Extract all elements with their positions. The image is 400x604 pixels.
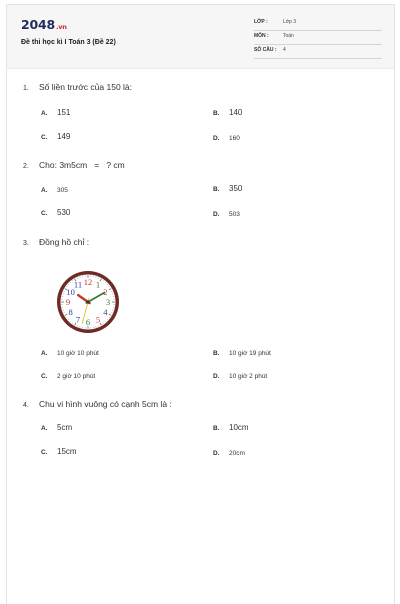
option-key: D. bbox=[213, 135, 229, 142]
q3-option-c[interactable] bbox=[41, 371, 95, 380]
question-count-field bbox=[254, 45, 382, 59]
option-value: 503 bbox=[229, 211, 240, 218]
question-number: 4. bbox=[23, 402, 39, 409]
question-count-label: SỐ CÂU : bbox=[254, 47, 277, 53]
q2-option-a[interactable] bbox=[41, 185, 68, 194]
question-number: 2. bbox=[23, 163, 39, 170]
question-1 bbox=[23, 82, 132, 92]
option-value: 10 giờ 10 phút bbox=[57, 350, 99, 357]
option-value: 10 giờ 19 phút bbox=[229, 350, 271, 357]
subject-field bbox=[254, 31, 382, 45]
clock-numeral: 5 bbox=[96, 314, 100, 324]
exam-title: Đề thi học kì I Toán 3 (Đề 22) bbox=[21, 39, 116, 46]
question-4 bbox=[23, 399, 172, 409]
q3-option-d[interactable] bbox=[213, 371, 267, 380]
clock-numeral: 3 bbox=[106, 297, 110, 307]
option-value: 10 giờ 2 phút bbox=[229, 373, 267, 380]
option-value: 151 bbox=[57, 108, 70, 117]
q2-option-c[interactable] bbox=[41, 208, 70, 217]
logo-text: 2048 bbox=[21, 17, 55, 32]
q1-option-d[interactable] bbox=[213, 133, 240, 142]
q2-option-d[interactable] bbox=[213, 209, 240, 218]
class-label: LỚP : bbox=[254, 19, 268, 25]
option-key: A. bbox=[41, 187, 57, 194]
clock-center-pin bbox=[86, 300, 89, 303]
clock-numeral: 8 bbox=[69, 307, 73, 317]
q1-option-a[interactable] bbox=[41, 108, 70, 117]
option-key: B. bbox=[213, 110, 229, 117]
option-value: 160 bbox=[229, 135, 240, 142]
q4-option-a[interactable] bbox=[41, 423, 72, 432]
clock-numeral: 1 bbox=[96, 280, 100, 290]
q3-option-b[interactable] bbox=[213, 348, 271, 357]
class-field bbox=[254, 17, 382, 31]
option-key: D. bbox=[213, 450, 229, 457]
subject-value: Toán bbox=[283, 33, 294, 39]
option-value: 15cm bbox=[57, 447, 77, 456]
question-text: Chu vi hình vuông có cạnh 5cm là : bbox=[39, 399, 172, 409]
question-count-value: 4 bbox=[283, 47, 286, 53]
option-key: C. bbox=[41, 449, 57, 456]
option-value: 305 bbox=[57, 187, 68, 194]
option-value: 20cm bbox=[229, 450, 245, 457]
option-key: C. bbox=[41, 210, 57, 217]
option-key: B. bbox=[213, 350, 229, 357]
clock-numeral: 12 bbox=[84, 277, 93, 287]
exam-page bbox=[6, 4, 395, 604]
clock-numeral: 10 bbox=[66, 287, 75, 297]
class-value: Lớp 3 bbox=[283, 19, 296, 25]
option-key: A. bbox=[41, 350, 57, 357]
option-value: 2 giờ 10 phút bbox=[57, 373, 95, 380]
q3-option-a[interactable] bbox=[41, 348, 99, 357]
option-key: B. bbox=[213, 186, 229, 193]
q4-option-d[interactable] bbox=[213, 448, 245, 457]
option-key: B. bbox=[213, 425, 229, 432]
option-key: D. bbox=[213, 211, 229, 218]
question-number: 1. bbox=[23, 85, 39, 92]
option-value: 530 bbox=[57, 208, 70, 217]
clock-image bbox=[51, 268, 125, 336]
question-text: Cho: 3m5cm = ? cm bbox=[39, 160, 125, 170]
option-key: D. bbox=[213, 373, 229, 380]
option-value: 140 bbox=[229, 108, 242, 117]
question-number: 3. bbox=[23, 240, 39, 247]
q4-option-c[interactable] bbox=[41, 447, 77, 456]
option-key: C. bbox=[41, 134, 57, 141]
exam-header bbox=[7, 5, 394, 69]
option-key: A. bbox=[41, 425, 57, 432]
question-2 bbox=[23, 160, 125, 170]
q1-option-b[interactable] bbox=[213, 108, 242, 117]
option-key: C. bbox=[41, 373, 57, 380]
option-key: A. bbox=[41, 110, 57, 117]
clock-face bbox=[57, 271, 119, 333]
q1-option-c[interactable] bbox=[41, 132, 70, 141]
site-logo[interactable] bbox=[21, 17, 67, 32]
option-value: 350 bbox=[229, 184, 242, 193]
clock-numeral: 6 bbox=[86, 317, 90, 327]
option-value: 10cm bbox=[229, 423, 249, 432]
q4-option-b[interactable] bbox=[213, 423, 249, 432]
logo-tld: .vn bbox=[56, 23, 67, 31]
subject-label: MÔN : bbox=[254, 33, 269, 39]
option-value: 149 bbox=[57, 132, 70, 141]
clock-numeral: 9 bbox=[66, 297, 70, 307]
option-value: 5cm bbox=[57, 423, 72, 432]
q2-option-b[interactable] bbox=[213, 184, 242, 193]
question-text: Đồng hồ chỉ : bbox=[39, 237, 89, 247]
clock-numeral: 2 bbox=[103, 287, 107, 297]
question-3 bbox=[23, 237, 89, 247]
clock-numeral: 11 bbox=[74, 280, 82, 290]
clock-numeral: 7 bbox=[76, 314, 80, 324]
clock-numeral: 4 bbox=[103, 307, 108, 317]
question-text: Số liền trước của 150 là: bbox=[39, 82, 132, 92]
